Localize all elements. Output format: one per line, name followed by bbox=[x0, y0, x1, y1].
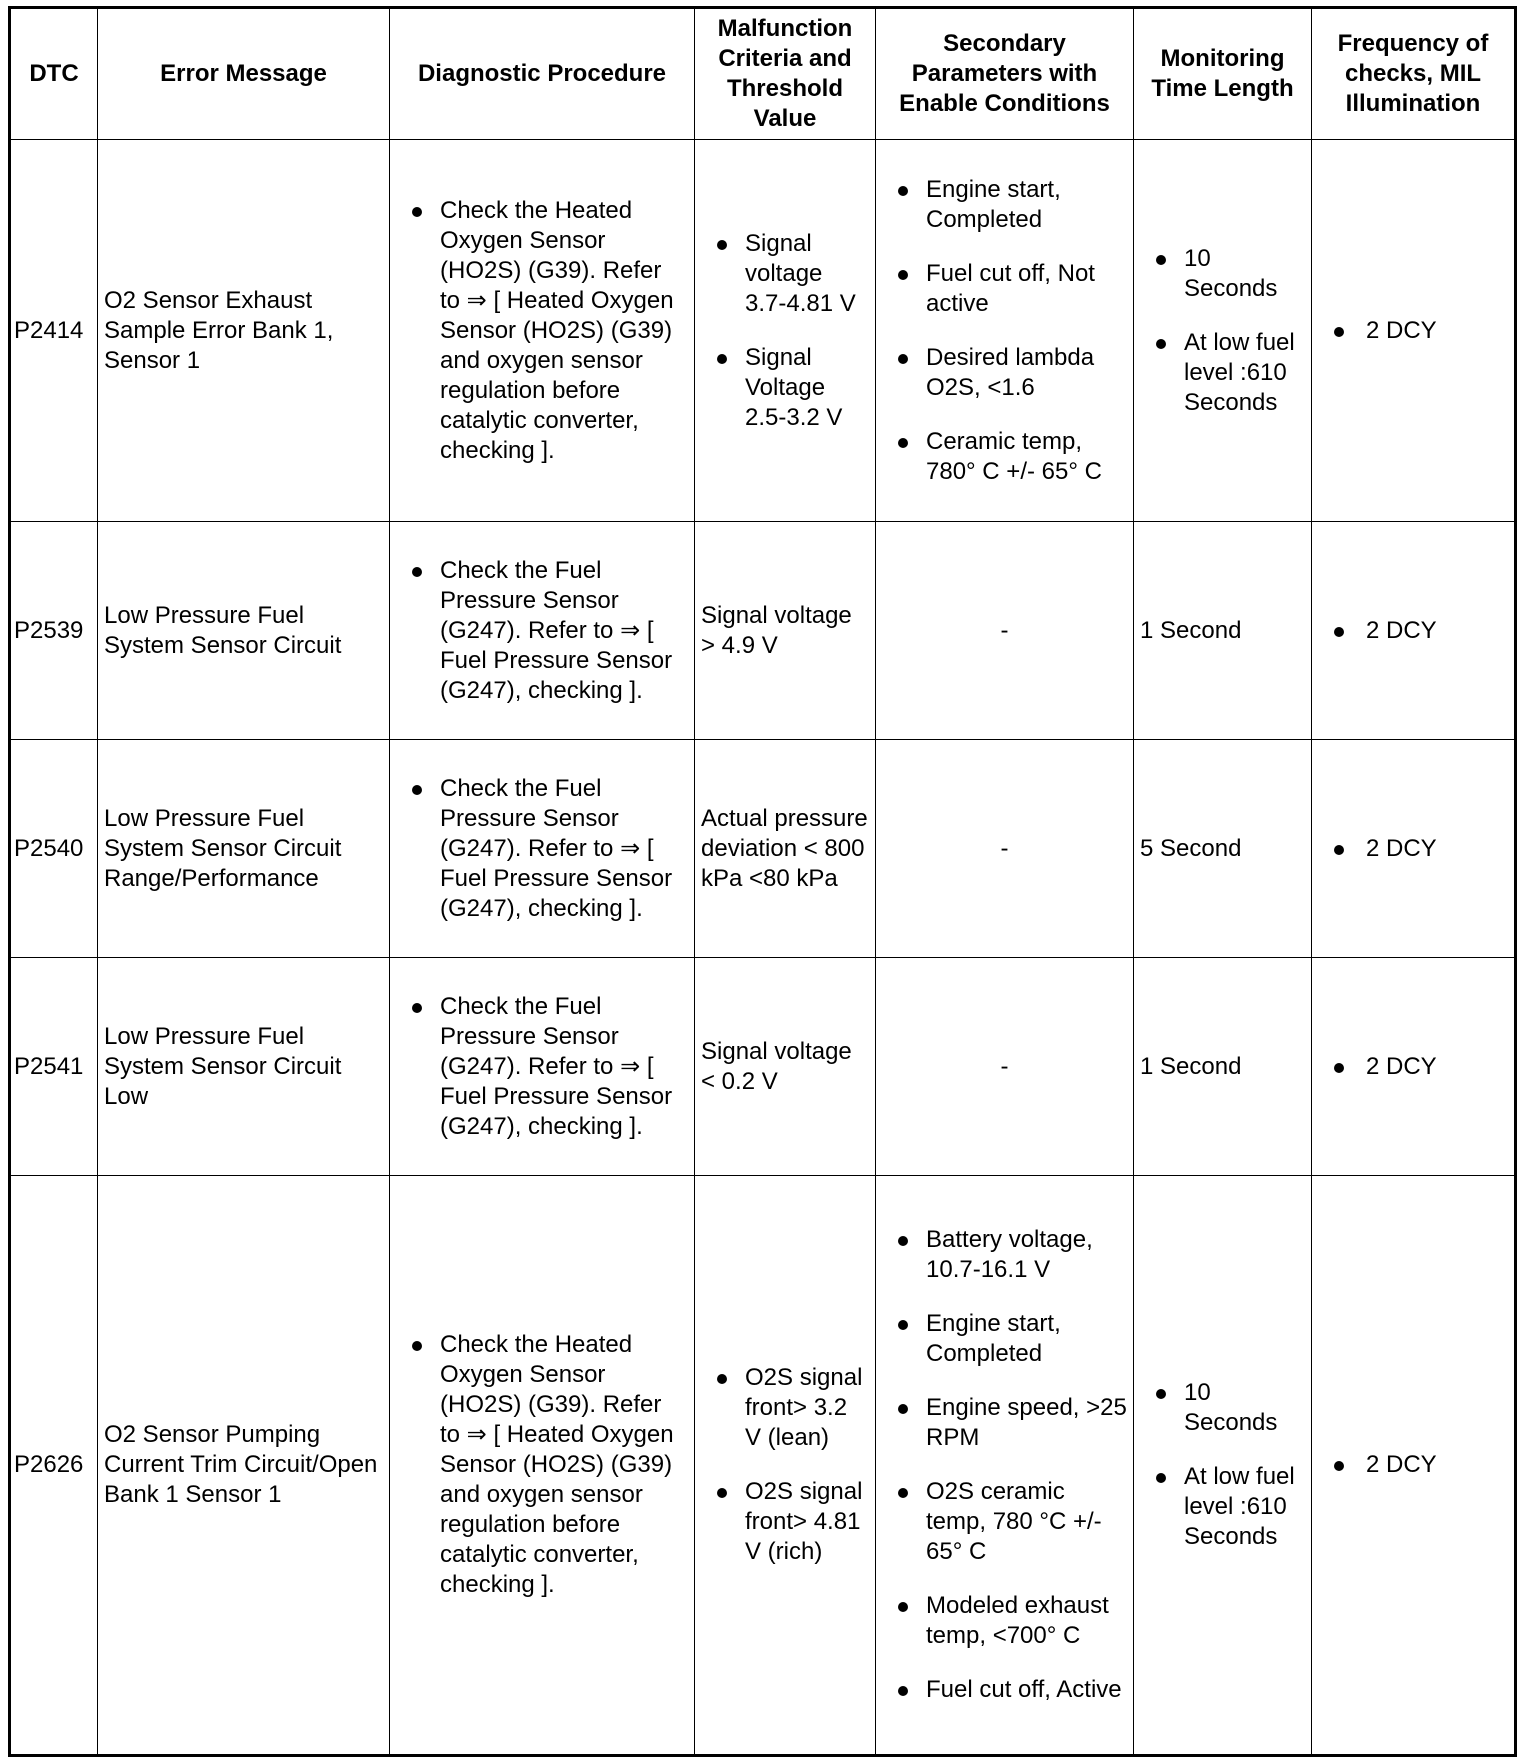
secondary-item: Fuel cut off, Active bbox=[882, 1675, 1127, 1705]
dtc-code: P2414 bbox=[10, 140, 98, 522]
table-row bbox=[10, 522, 1516, 740]
frequency-item: 2 DCY bbox=[1318, 834, 1508, 864]
malfunction-criteria bbox=[695, 140, 876, 522]
table-row bbox=[10, 740, 1516, 958]
monitoring-time: 5 Second bbox=[1134, 740, 1312, 958]
procedure-item: Check the Heated Oxygen Sensor (HO2S) (G39). Refer to ⇒ [ Heated Oxygen Sensor (HO2S) (G39) and oxygen sensor regulation before catalytic converter, checking ]. bbox=[396, 1330, 688, 1600]
error-message: Low Pressure Fuel System Sensor Circuit Range/Performance bbox=[98, 740, 390, 958]
monitoring-item: At low fuel level :610 Seconds bbox=[1140, 1462, 1305, 1552]
frequency-item: 2 DCY bbox=[1318, 616, 1508, 646]
secondary-parameters bbox=[876, 140, 1134, 522]
monitoring-time: 1 Second bbox=[1134, 958, 1312, 1176]
dtc-table bbox=[8, 6, 1517, 1757]
criteria-item: Signal Voltage 2.5-3.2 V bbox=[701, 343, 869, 433]
dtc-code: P2539 bbox=[10, 522, 98, 740]
criteria-item: O2S signal front> 3.2 V (lean) bbox=[701, 1363, 869, 1453]
secondary-parameters: - bbox=[876, 958, 1134, 1176]
secondary-item: Fuel cut off, Not active bbox=[882, 259, 1127, 319]
diagnostic-procedure bbox=[390, 522, 695, 740]
secondary-item: Battery voltage, 10.7-16.1 V bbox=[882, 1225, 1127, 1285]
procedure-item: Check the Fuel Pressure Sensor (G247). Refer to ⇒ [ Fuel Pressure Sensor (G247), checking ]. bbox=[396, 556, 688, 706]
secondary-parameters: - bbox=[876, 522, 1134, 740]
frequency-item: 2 DCY bbox=[1318, 1450, 1508, 1480]
secondary-parameters bbox=[876, 1176, 1134, 1756]
frequency bbox=[1312, 140, 1516, 522]
frequency bbox=[1312, 1176, 1516, 1756]
monitoring-time bbox=[1134, 1176, 1312, 1756]
dtc-code: P2541 bbox=[10, 958, 98, 1176]
criteria-item: O2S signal front> 4.81 V (rich) bbox=[701, 1477, 869, 1567]
frequency-item: 2 DCY bbox=[1318, 316, 1508, 346]
frequency bbox=[1312, 958, 1516, 1176]
header-malfunction-criteria: Malfunction Criteria and Threshold Value bbox=[695, 8, 876, 140]
monitoring-time: 1 Second bbox=[1134, 522, 1312, 740]
header-row bbox=[10, 8, 1516, 140]
procedure-item: Check the Fuel Pressure Sensor (G247). Refer to ⇒ [ Fuel Pressure Sensor (G247), checking ]. bbox=[396, 992, 688, 1142]
frequency-item: 2 DCY bbox=[1318, 1052, 1508, 1082]
error-message: Low Pressure Fuel System Sensor Circuit bbox=[98, 522, 390, 740]
table-row bbox=[10, 958, 1516, 1176]
header-dtc: DTC bbox=[10, 8, 98, 140]
malfunction-criteria: Actual pressure deviation < 800 kPa <80 kPa bbox=[695, 740, 876, 958]
header-monitoring-time: Monitoring Time Length bbox=[1134, 8, 1312, 140]
monitoring-item: At low fuel level :610 Seconds bbox=[1140, 328, 1305, 418]
malfunction-criteria: Signal voltage < 0.2 V bbox=[695, 958, 876, 1176]
diagnostic-procedure bbox=[390, 1176, 695, 1756]
error-message: O2 Sensor Exhaust Sample Error Bank 1, Sensor 1 bbox=[98, 140, 390, 522]
secondary-item: Engine start, Completed bbox=[882, 175, 1127, 235]
procedure-item: Check the Fuel Pressure Sensor (G247). Refer to ⇒ [ Fuel Pressure Sensor (G247), checking ]. bbox=[396, 774, 688, 924]
secondary-parameters: - bbox=[876, 740, 1134, 958]
secondary-item: Engine start, Completed bbox=[882, 1309, 1127, 1369]
secondary-item: Modeled exhaust temp, <700° C bbox=[882, 1591, 1127, 1651]
secondary-item: Ceramic temp, 780° C +/- 65° C bbox=[882, 427, 1127, 487]
diagnostic-procedure bbox=[390, 140, 695, 522]
criteria-item: Signal voltage 3.7-4.81 V bbox=[701, 229, 869, 319]
frequency bbox=[1312, 740, 1516, 958]
header-secondary-parameters: Secondary Parameters with Enable Conditions bbox=[876, 8, 1134, 140]
header-error-message: Error Message bbox=[98, 8, 390, 140]
secondary-item: O2S ceramic temp, 780 °C +/- 65° C bbox=[882, 1477, 1127, 1567]
diagnostic-procedure bbox=[390, 740, 695, 958]
malfunction-criteria: Signal voltage > 4.9 V bbox=[695, 522, 876, 740]
error-message: O2 Sensor Pumping Current Trim Circuit/Open Bank 1 Sensor 1 bbox=[98, 1176, 390, 1756]
dtc-code: P2540 bbox=[10, 740, 98, 958]
diagnostic-procedure bbox=[390, 958, 695, 1176]
table-row bbox=[10, 140, 1516, 522]
secondary-item: Engine speed, >25 RPM bbox=[882, 1393, 1127, 1453]
secondary-item: Desired lambda O2S, <1.6 bbox=[882, 343, 1127, 403]
monitoring-item: 10 Seconds bbox=[1140, 1378, 1305, 1438]
table-row bbox=[10, 1176, 1516, 1756]
error-message: Low Pressure Fuel System Sensor Circuit Low bbox=[98, 958, 390, 1176]
header-diagnostic-procedure: Diagnostic Procedure bbox=[390, 8, 695, 140]
frequency bbox=[1312, 522, 1516, 740]
monitoring-item: 10 Seconds bbox=[1140, 244, 1305, 304]
dtc-code: P2626 bbox=[10, 1176, 98, 1756]
monitoring-time bbox=[1134, 140, 1312, 522]
malfunction-criteria bbox=[695, 1176, 876, 1756]
procedure-item: Check the Heated Oxygen Sensor (HO2S) (G39). Refer to ⇒ [ Heated Oxygen Sensor (HO2S) (G39) and oxygen sensor regulation before catalytic converter, checking ]. bbox=[396, 196, 688, 466]
header-frequency: Frequency of checks, MIL Illumination bbox=[1312, 8, 1516, 140]
